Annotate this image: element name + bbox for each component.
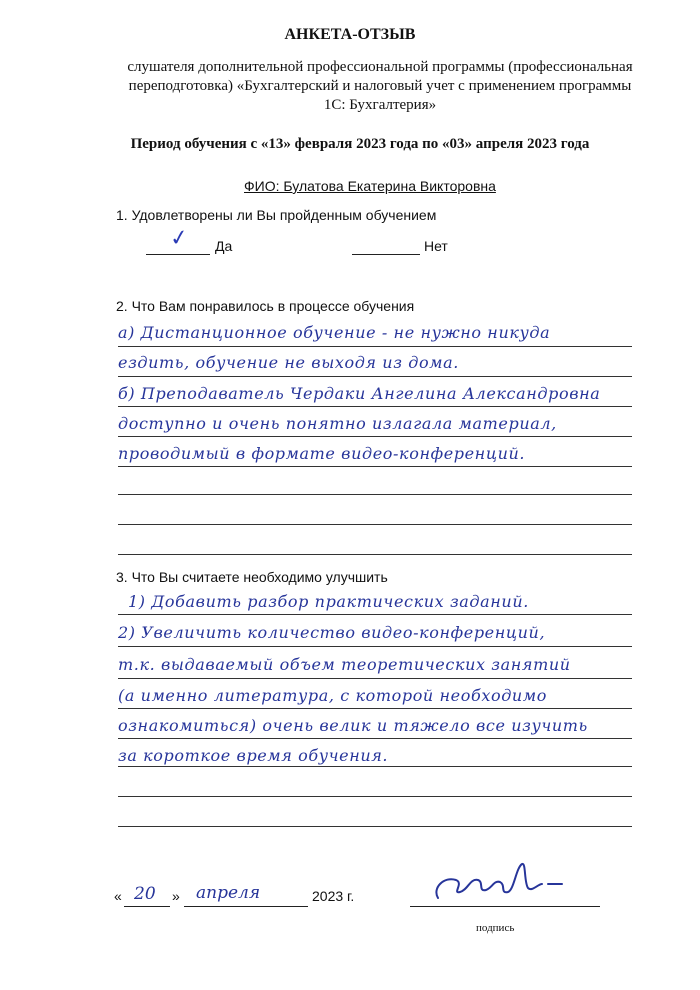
answer-rule [118, 346, 632, 347]
question-1: 1. Удовлетворены ли Вы пройденным обучением [116, 207, 437, 223]
date-year: 2023 г. [312, 888, 355, 904]
handwritten-answer-line: 2) Увеличить количество видео-конференций, [118, 623, 546, 642]
signature-caption: подпись [476, 922, 515, 934]
answer-rule [118, 766, 632, 767]
answer-rule [118, 436, 632, 437]
yes-answer-line[interactable] [146, 254, 210, 255]
answer-rule [118, 406, 632, 407]
no-answer-line[interactable] [352, 254, 420, 255]
answer-rule [118, 796, 632, 797]
handwritten-answer-line: (а именно литература, с которой необходимо [118, 686, 547, 705]
handwritten-answer-line: т.к. выдаваемый объем теоретических занятий [118, 655, 571, 674]
date-close-quote: » [172, 888, 180, 904]
date-day: 20 [134, 884, 156, 904]
student-name: ФИО: Булатова Екатерина Викторовна [244, 178, 496, 194]
answer-rule [118, 708, 632, 709]
answer-rule [118, 646, 632, 647]
date-open-quote: « [114, 888, 122, 904]
answer-rule [118, 554, 632, 555]
day-line[interactable] [124, 906, 170, 907]
question-2: 2. Что Вам понравилось в процессе обучения [116, 298, 415, 314]
answer-rule [118, 494, 632, 495]
handwritten-answer-line: ездить, обучение не выходя из дома. [118, 353, 459, 372]
signature-line[interactable] [410, 906, 600, 907]
training-period: Период обучения с «13» февраля 2023 года по «03» апреля 2023 года [130, 136, 590, 152]
date-month: апреля [196, 883, 261, 903]
subtitle-line: 1С: Бухгалтерия» [323, 97, 437, 113]
handwritten-answer-line: 1) Добавить разбор практических заданий. [128, 592, 529, 611]
question-3: 3. Что Вы считаете необходимо улучшить [116, 569, 388, 585]
no-label: Нет [424, 238, 448, 254]
subtitle-line: слушателя дополнительной профессиональной программы (профессиональная [127, 59, 633, 75]
subtitle-line: переподготовка) «Бухгалтерский и налоговый учет с применением программы [128, 78, 632, 94]
handwritten-answer-line: б) Преподаватель Чердаки Ангелина Александровна [118, 384, 601, 403]
form-title: АНКЕТА-ОТЗЫВ [284, 26, 416, 43]
checkmark-icon: ✓ [168, 224, 191, 253]
answer-rule [118, 826, 632, 827]
handwritten-answer-line: ознакомиться) очень велик и тяжело все изучить [118, 716, 588, 735]
answer-rule [118, 466, 632, 467]
answer-rule [118, 678, 632, 679]
handwritten-answer-line: за короткое время обучения. [118, 746, 389, 765]
form-subtitle [80, 58, 680, 115]
handwritten-answer-line: доступно и очень понятно излагала материал, [118, 414, 557, 433]
signature-image [430, 858, 580, 908]
handwritten-answer-line: а) Дистанционное обучение - не нужно никуда [118, 323, 551, 342]
yes-label: Да [215, 238, 233, 254]
handwritten-answer-line: проводимый в формате видео-конференций. [118, 444, 526, 463]
answer-rule [118, 524, 632, 525]
answer-rule [118, 738, 632, 739]
answer-rule [118, 614, 632, 615]
answer-rule [118, 376, 632, 377]
month-line[interactable] [184, 906, 308, 907]
